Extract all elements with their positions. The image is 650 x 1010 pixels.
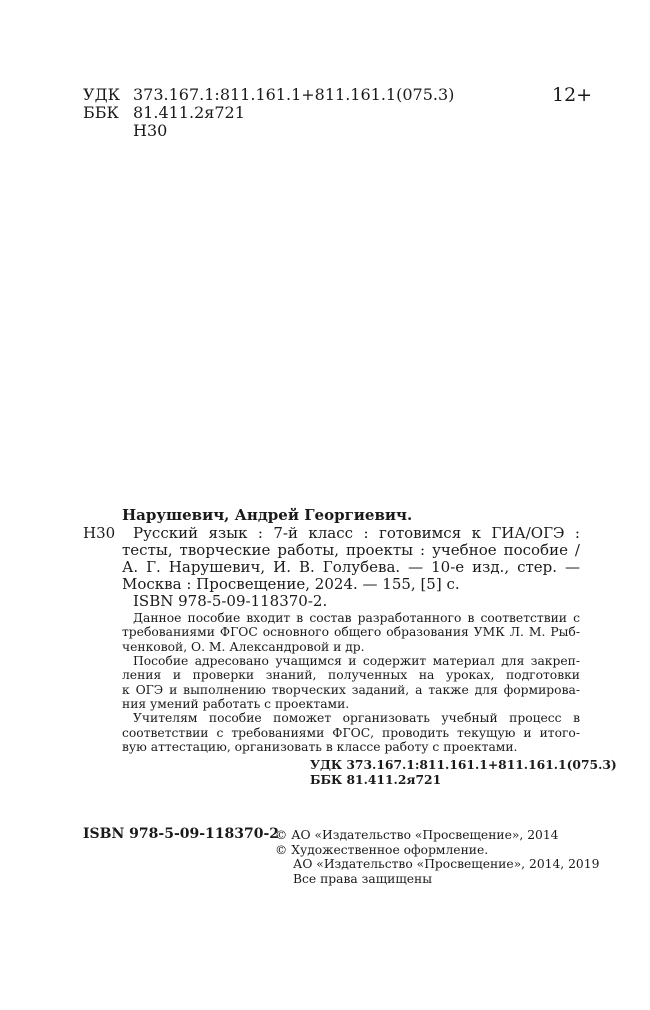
- copyright-line: © АО «Издательство «Просвещение», 2014: [275, 828, 559, 842]
- annotation-line: требованиями ФГОС основного общего образования УМК Л. М. Рыб-: [122, 625, 580, 639]
- entry-author: Нарушевич, Андрей Георгиевич.: [122, 506, 413, 524]
- entry-line: Москва : Просвещение, 2024. — 155, [5] с.: [122, 575, 460, 593]
- annotation-line: ченковой, О. М. Александровой и др.: [122, 640, 365, 654]
- classification-bbk: ББК 81.411.2я721: [310, 772, 442, 787]
- bbk-value: 81.411.2я721: [133, 103, 245, 122]
- annotation-line: ния умений работать с проектами.: [122, 697, 350, 711]
- copyright-line: © Художественное оформление.: [275, 843, 489, 857]
- author-mark: Н30: [133, 121, 168, 140]
- annotation-line: Данное пособие входит в состав разработанного в соответствии с: [133, 611, 580, 625]
- age-rating: 12+: [552, 84, 593, 106]
- annotation-line: вую аттестацию, организовать в классе работу с проектами.: [122, 740, 518, 754]
- udk-label: УДК: [83, 85, 120, 104]
- copyright-line: АО «Издательство «Просвещение», 2014, 2019: [293, 857, 600, 871]
- classification-udk: УДК 373.167.1:811.161.1+811.161.1(075.3): [310, 757, 617, 772]
- udk-value: 373.167.1:811.161.1+811.161.1(075.3): [133, 85, 455, 104]
- entry-line: А. Г. Нарушевич, И. В. Голубева. — 10-е изд., стер. —: [122, 558, 580, 576]
- annotation-line: к ОГЭ и выполнению творческих заданий, а также для формирова-: [122, 683, 580, 697]
- rights-reserved: Все права защищены: [293, 872, 433, 886]
- annotation-line: ления и проверки знаний, полученных на уроках, подготовки: [122, 668, 580, 682]
- annotation-line: Пособие адресовано учащимся и содержит материал для закреп-: [133, 654, 580, 668]
- bbk-label: ББК: [83, 103, 119, 122]
- entry-line: Русский язык : 7-й класс : готовимся к ГИА/ОГЭ :: [133, 524, 580, 542]
- entry-line: тесты, творческие работы, проекты : учебное пособие /: [122, 541, 580, 559]
- annotation-line: соответствии с требованиями ФГОС, проводить текущую и итого-: [122, 726, 580, 740]
- entry-author-mark: Н30: [83, 524, 116, 542]
- entry-isbn: ISBN 978-5-09-118370-2.: [133, 592, 328, 610]
- footer-isbn: ISBN 978-5-09-118370-2: [83, 826, 280, 842]
- annotation-line: Учителям пособие поможет организовать учебный процесс в: [133, 711, 580, 725]
